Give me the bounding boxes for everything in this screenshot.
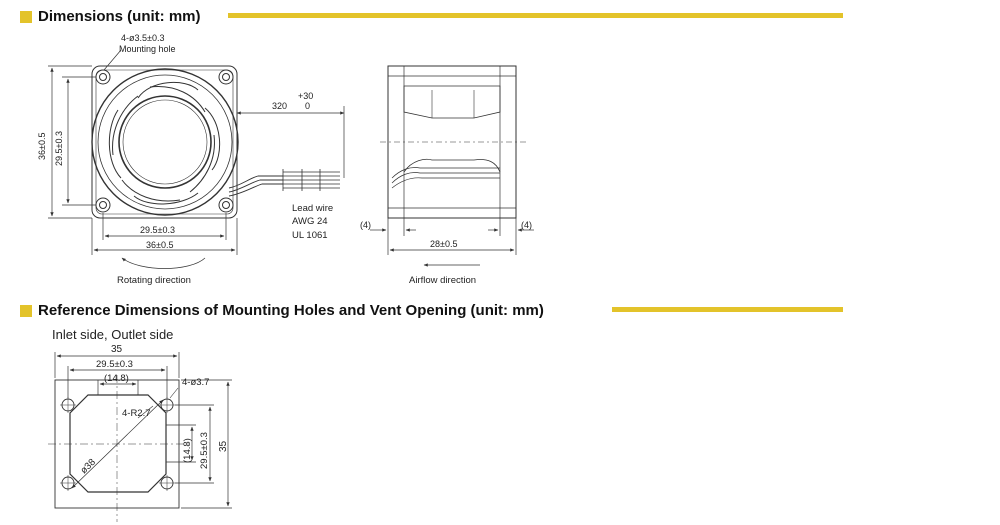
outer-height-dim: 36±0.5	[37, 132, 47, 160]
mount-hole-dim: 4-ø3.5±0.3	[121, 33, 165, 43]
pitch-height-dim: 29.5±0.3	[54, 131, 64, 166]
ref-radius-dim: 4-R2.7	[122, 408, 151, 419]
side-right-dim: (4)	[521, 220, 532, 230]
mount-hole-label: Mounting hole	[119, 44, 176, 54]
lead-length-dim: 320	[272, 101, 288, 111]
rotating-direction-label: Rotating direction	[117, 275, 191, 286]
ref-hole-dim: 4-ø3.7	[182, 377, 210, 388]
lead-wire-bundle	[283, 169, 340, 191]
fan-side-view	[380, 66, 528, 218]
reference-dimension-lines	[55, 352, 232, 508]
ref-inner-width-dim: (14.8)	[104, 373, 129, 384]
side-depth-dim: 28±0.5	[430, 239, 458, 249]
fan-hub	[119, 96, 211, 188]
inlet-outlet-subtitle: Inlet side, Outlet side	[52, 327, 174, 342]
outer-width-dim: 36±0.5	[146, 240, 174, 250]
ref-diameter-dim: ø38	[78, 456, 98, 477]
ref-outer-width-dim: 35	[111, 344, 123, 355]
lead-length-tol-lower: 0	[305, 101, 311, 111]
side-left-dim: (4)	[360, 220, 371, 230]
section-reference-title: Reference Dimensions of Mounting Holes and Vent Opening (unit: mm)	[38, 302, 544, 319]
ref-pitch-height-dim: 29.5±0.3	[199, 432, 210, 469]
ref-pitch-width-dim: 29.5±0.3	[96, 359, 133, 370]
mounting-holes	[96, 70, 233, 212]
ref-inner-height-dim: (14.8)	[182, 438, 193, 463]
lead-wire-ul: UL 1061	[292, 230, 328, 241]
lead-length-tol-upper: +30	[298, 91, 314, 101]
section-dimensions-title: Dimensions (unit: mm)	[38, 8, 201, 25]
lead-wire-awg: AWG 24	[292, 216, 328, 227]
fan-outer-ring	[92, 69, 238, 215]
airflow-direction-label: Airflow direction	[409, 275, 477, 286]
ref-outer-height-dim: 35	[218, 440, 229, 452]
mounting-reference-view	[48, 375, 190, 522]
pitch-width-dim: 29.5±0.3	[140, 225, 175, 235]
lead-wire-label: Lead wire	[292, 203, 334, 214]
